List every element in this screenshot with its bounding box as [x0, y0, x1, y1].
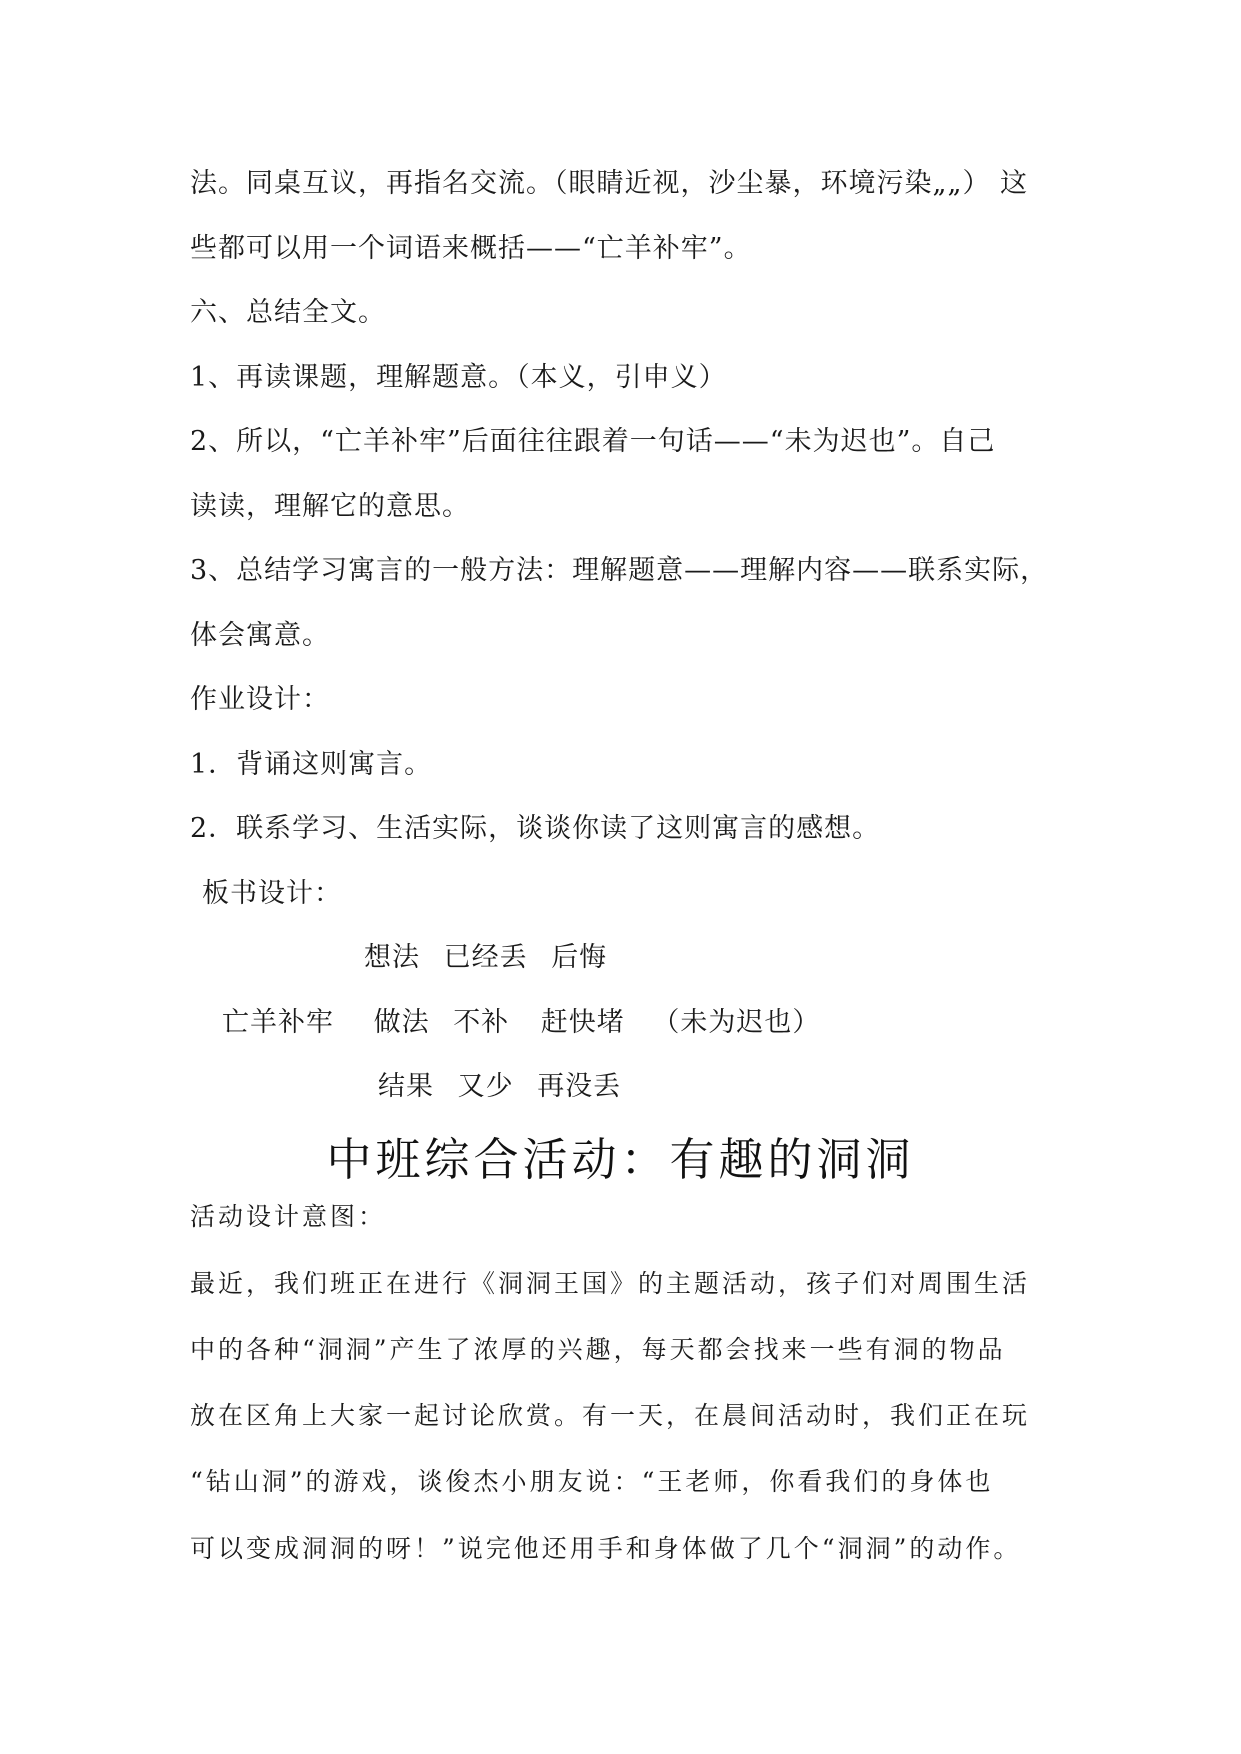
- board-heading: 板书设计：: [202, 878, 342, 909]
- board-cell: 想法: [364, 942, 420, 973]
- paragraph-line: 中的各种“洞洞”产生了浓厚的兴趣，每天都会找来一些有洞的物品: [190, 1335, 1006, 1364]
- board-cell: 结果: [378, 1071, 434, 1102]
- board-row-1: [364, 941, 621, 975]
- board-cell: 赶快堵: [540, 1007, 625, 1038]
- board-cell: 又少: [457, 1071, 514, 1102]
- board-cell: （未为迟也）: [652, 1007, 821, 1038]
- board-cell: 后悔: [551, 942, 608, 973]
- paragraph-line: 放在区角上大家一起讨论欣赏。有一天，在晨间活动时，我们正在玩: [190, 1401, 1031, 1430]
- board-cell: 做法: [373, 1007, 430, 1038]
- intent-label: 活动设计意图：: [190, 1202, 387, 1231]
- board-row-3: [378, 1070, 635, 1104]
- text-line: 2．联系学习、生活实际，谈谈你读了这则寓言的感想。: [190, 813, 881, 844]
- text-line: 些都可以用一个词语来概括——“亡羊补牢”。: [190, 233, 752, 264]
- section-heading: 六、总结全文。: [190, 297, 386, 328]
- text-line: 读读，理解它的意思。: [190, 491, 470, 522]
- text-line: 体会寓意。: [190, 620, 330, 651]
- text-line: 2、所以，“亡羊补牢”后面往往跟着一句话——“未为迟也”。自己: [190, 426, 996, 457]
- board-cell: 亡羊补牢: [222, 1007, 334, 1038]
- text-line: 3、总结学习寓言的一般方法：理解题意——理解内容——联系实际，: [190, 555, 1049, 586]
- board-cell: 再没丢: [537, 1071, 622, 1102]
- text-line: 法。同桌互议，再指名交流。（眼睛近视，沙尘暴，环境污染„„） 这: [190, 168, 1029, 199]
- activity-title: 中班综合活动：有趣的洞洞: [326, 1133, 915, 1186]
- paragraph-line: 可以变成洞洞的呀！”说完他还用手和身体做了几个“洞洞”的动作。: [190, 1534, 1022, 1563]
- board-cell: 不补: [453, 1007, 510, 1038]
- paragraph-line: “钻山洞”的游戏，谈俊杰小朋友说：“王老师，你看我们的身体也: [190, 1467, 994, 1496]
- paragraph-line: 最近，我们班正在进行《洞洞王国》的主题活动，孩子们对周围生活: [190, 1269, 1031, 1298]
- text-line: 1．背诵这则寓言。: [190, 749, 433, 780]
- text-line: 1、再读课题，理解题意。（本义，引申义）: [190, 362, 727, 393]
- board-cell: 已经丢: [443, 942, 528, 973]
- board-row-2: [222, 1006, 834, 1040]
- homework-heading: 作业设计：: [190, 684, 330, 715]
